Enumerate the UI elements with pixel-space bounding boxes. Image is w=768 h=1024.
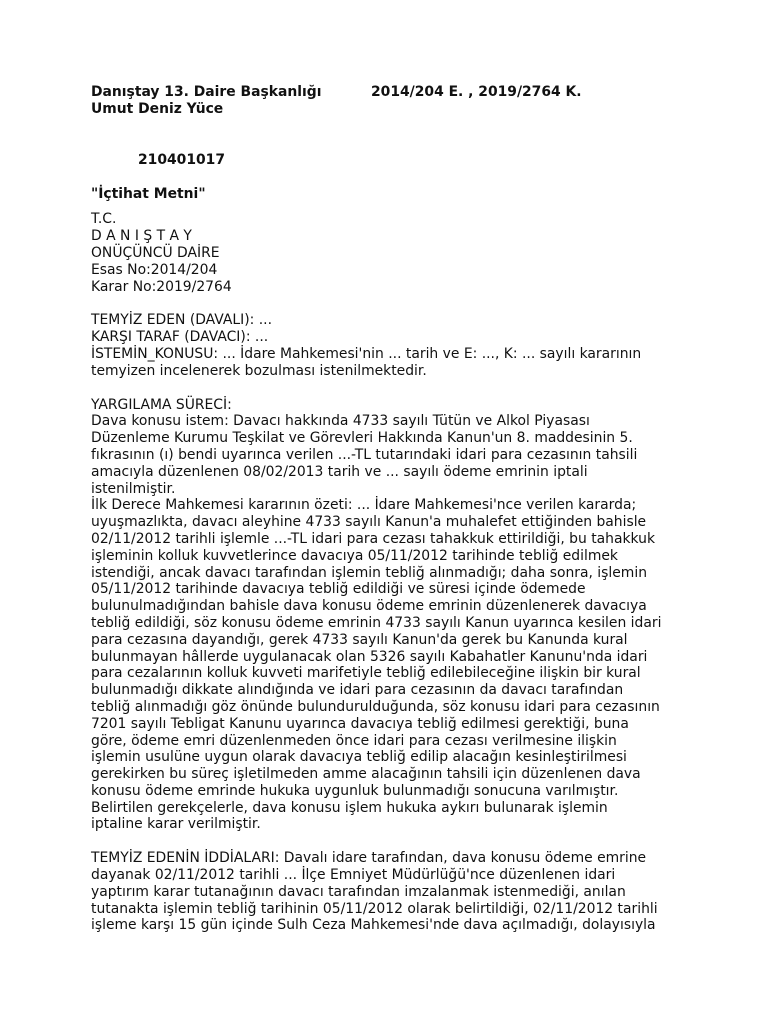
meta-block [91, 211, 691, 295]
process-line: bulunmayan hâllerde uygulanacak olan 5326 sayılı Kabahatler Kanunu'nda idari [91, 648, 648, 665]
claims-block [91, 850, 691, 934]
parties-line: KARŞI TARAF (DAVACI): ... [91, 329, 269, 346]
process-line: İlk Derece Mahkemesi kararının özeti: ... İdare Mahkemesi'nce verilen kararda; [91, 497, 637, 514]
process-line: 02/11/2012 tarihli işlemle ...-TL idari para cezası tahakkuk ettirildiği, bu tahakkuk [91, 530, 655, 547]
process-line: para cezalarının kolluk kuvveti marifetiyle tebliğ edilebileceğine ilişkin bir kural [91, 665, 641, 682]
process-line: işlemin usulüne uygun olarak davacıya tebliğ edilip alacağın kesinleştirilmesi [91, 749, 627, 766]
court-name: Danıştay 13. Daire Başkanlığı [91, 84, 322, 100]
process-line: fıkrasının (ı) bendi uyarınca verilen ...-TL tutarındaki idari para cezasının tahsili [91, 446, 638, 463]
process-line: bulunulmadığından bahisle dava konusu ödeme emrinin düzenlenerek davacıya [91, 598, 647, 615]
process-line: konusu ödeme emrinde hukuka uygunluk bulunmadığı sonucuna varılmıştır. [91, 782, 619, 799]
process-line: tebliğ edildiği, söz konusu ödeme emrinin 4733 sayılı Kanun uyarınca kesilen idari [91, 614, 662, 631]
process-line: uyuşmazlıkta, davacı aleyhine 4733 sayılı Kanun'a muhalefet ettiğinden bahisle [91, 514, 647, 531]
process-line: 05/11/2012 tarihinde davacıya tebliğ edildiği ve süresi içinde ödemede [91, 581, 586, 598]
process-line: istenilmiştir. [91, 480, 176, 497]
process-line: Dava konusu istem: Davacı hakkında 4733 sayılı Tütün ve Alkol Piyasası [91, 413, 590, 430]
process-line: işleminin kolluk kuvvetlerince davacıya 05/11/2012 tarihinde tebliğ edilmek [91, 547, 618, 564]
claims-line: dayanak 02/11/2012 tarihli ... İlçe Emniyet Müdürlüğü'nce düzenlenen idari [91, 867, 616, 884]
claims-line: tutanakta işlemin tebliğ tarihinin 05/11/2012 olarak belirtildiği, 02/11/2012 tarihli [91, 900, 658, 917]
parties-block [91, 312, 691, 379]
process-line: para cezasına dayandığı, gerek 4733 sayılı Kanun'da gerek bu Kanunda kural [91, 631, 628, 648]
process-line: iptaline karar verilmiştir. [91, 816, 261, 833]
header-line [91, 84, 691, 101]
process-line: göre, ödeme emri düzenlenmeden önce idari para cezası verilmesine ilişkin [91, 732, 617, 749]
process-line: Düzenleme Kurumu Teşkilat ve Görevleri Hakkında Kanun'un 8. maddesinin 5. [91, 430, 633, 447]
parties-line: temyizen incelenerek bozulması istenilmektedir. [91, 362, 427, 379]
author-name: Umut Deniz Yüce [91, 101, 224, 117]
meta-line: ONÜÇÜNCÜ DAİRE [91, 244, 220, 261]
document-title: "İçtihat Metni" [91, 185, 206, 202]
meta-line: Esas No:2014/204 [91, 261, 218, 278]
meta-line: D A N I Ş T A Y [91, 228, 192, 245]
claims-line: TEMYİZ EDENİN İDDİALARI: Davalı idare tarafından, dava konusu ödeme emrine [91, 850, 647, 867]
meta-line: Karar No:2019/2764 [91, 278, 232, 295]
process-line: Belirtilen gerekçelerle, dava konusu işlem hukuka aykırı bulunarak işlemin [91, 799, 608, 816]
process-line: 7201 sayılı Tebligat Kanunu uyarınca davacıya tebliğ edilmesi gerektiği, buna [91, 715, 629, 732]
parties-line: İSTEMİN_KONUSU: ... İdare Mahkemesi'nin ... tarih ve E: ..., K: ... sayılı kararının [91, 345, 642, 362]
process-block [91, 397, 691, 834]
document-number: 210401017 [138, 151, 225, 168]
process-line: amacıyla düzenlenen 08/02/2013 tarih ve ... sayılı ödeme emrinin iptali [91, 463, 588, 480]
parties-line: TEMYİZ EDEN (DAVALI): ... [91, 312, 273, 329]
meta-line: T.C. [91, 211, 117, 228]
process-line: tebliğ alınmadığı göz önünde bulundurulduğunda, söz konusu idari para cezasının [91, 698, 660, 715]
process-line: YARGILAMA SÜRECİ: [91, 396, 232, 413]
process-line: istendiği, ancak davacı tarafından işlemin tebliğ alınmadığı; daha sonra, işlemin [91, 564, 648, 581]
process-line: gerekirken bu süreç işletilmeden amme alacağının tahsili için düzenlenen dava [91, 766, 641, 783]
claims-line: yaptırım karar tutanağının davacı tarafından imzalanmak istenmediği, anılan [91, 883, 626, 900]
document-page [91, 84, 691, 934]
case-reference: 2014/204 E. , 2019/2764 K. [371, 84, 582, 100]
claims-line: işleme karşı 15 gün içinde Sulh Ceza Mahkemesi'nde dava açılmadığı, dolayısıyla [91, 917, 656, 934]
process-line: bulunmadığı dikkate alındığında ve idari para cezasının da davacı tarafından [91, 682, 624, 699]
